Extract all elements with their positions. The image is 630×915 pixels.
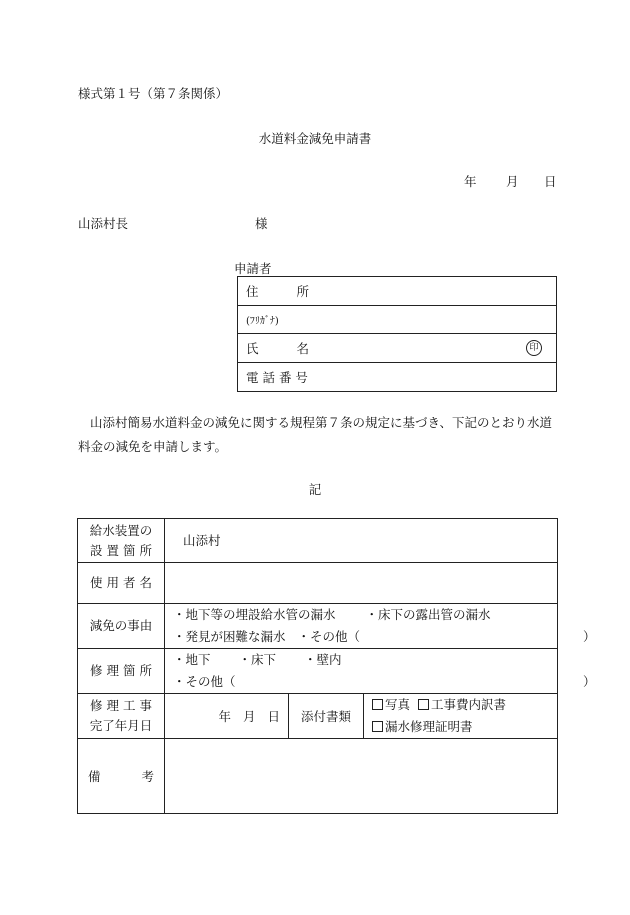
form-number: 様式第１号（第７条関係） — [78, 86, 229, 101]
repair-place-label: 修 理 箇 所 — [78, 649, 165, 694]
reason-option-buried-leak[interactable]: ・地下等の埋設給水管の漏水 — [173, 607, 336, 622]
details-table — [77, 518, 596, 814]
user-name-label: 使 用 者 名 — [78, 563, 165, 604]
repair-place-field[interactable] — [165, 649, 596, 694]
addressee: 山添村長 — [78, 216, 129, 231]
attachments-label: 添付書類 — [289, 694, 364, 739]
completion-month-label: 月 — [242, 709, 256, 724]
remarks-label: 備 考 — [78, 739, 165, 814]
phone-label: 電 話 番 号 — [246, 370, 308, 385]
reason-other-close: ） — [583, 629, 596, 644]
user-name-field[interactable] — [165, 563, 558, 604]
address-field[interactable] — [238, 277, 557, 306]
completion-date-label: 修 理 工 事 完了年月日 — [78, 694, 165, 739]
location-field[interactable] — [165, 519, 558, 563]
attachment-cost-breakdown-option[interactable]: 工事費内訳書 — [418, 697, 506, 712]
remarks-field[interactable] — [165, 739, 558, 814]
date-year-label: 年 — [464, 174, 477, 189]
name-field[interactable] — [238, 334, 557, 363]
attachments-field — [364, 694, 558, 739]
honorific: 様 — [255, 216, 268, 231]
repair-option-underfloor[interactable]: ・床下 — [238, 652, 277, 667]
repair-option-other[interactable]: ・その他（ — [173, 674, 236, 689]
application-statement: 山添村簡易水道料金の減免に関する規程第７条の規定に基づき、下記のとおり水道料金の減免を申請します。 — [78, 415, 553, 454]
checkbox-icon[interactable] — [372, 721, 383, 732]
reason-label: 減免の事由 — [78, 604, 165, 649]
checkbox-icon[interactable] — [418, 699, 429, 710]
phone-field[interactable] — [238, 363, 557, 392]
checkbox-icon[interactable] — [372, 699, 383, 710]
ki-heading: 記 — [308, 482, 322, 497]
location-value: 山添村 — [183, 532, 221, 548]
completion-year-label: 年 — [218, 709, 231, 724]
date-month-label: 月 — [506, 174, 519, 189]
repair-option-inside-wall[interactable]: ・壁内 — [304, 652, 342, 667]
repair-option-underground[interactable]: ・地下 — [173, 652, 211, 667]
applicant-table — [237, 276, 557, 392]
date-day-label: 日 — [544, 174, 557, 189]
address-label: 住 所 — [246, 284, 310, 299]
completion-day-label: 日 — [267, 709, 280, 724]
repair-other-close: ） — [583, 674, 596, 689]
furigana-field[interactable] — [238, 306, 557, 334]
seal-mark: 印 — [526, 340, 542, 356]
reason-option-other[interactable]: ・その他（ — [297, 629, 361, 644]
applicant-label: 申請者 — [234, 261, 272, 276]
attachment-photo-option[interactable]: 写真 — [372, 697, 410, 712]
document-title: 水道料金減免申請書 — [258, 131, 372, 146]
furigana-label: (ﾌﾘｶﾞﾅ) — [246, 316, 279, 327]
reason-option-exposed-leak[interactable]: ・床下の露出管の漏水 — [365, 607, 491, 622]
location-label: 給水装置の 設 置 箇 所 — [78, 519, 165, 563]
completion-date-field[interactable] — [165, 694, 289, 739]
reason-option-hard-to-find[interactable]: ・発見が困難な漏水 — [173, 629, 286, 644]
reason-field[interactable] — [165, 604, 596, 649]
attachment-repair-cert-option[interactable]: 漏水修理証明書 — [372, 719, 473, 734]
name-label: 氏 名 — [246, 341, 310, 356]
